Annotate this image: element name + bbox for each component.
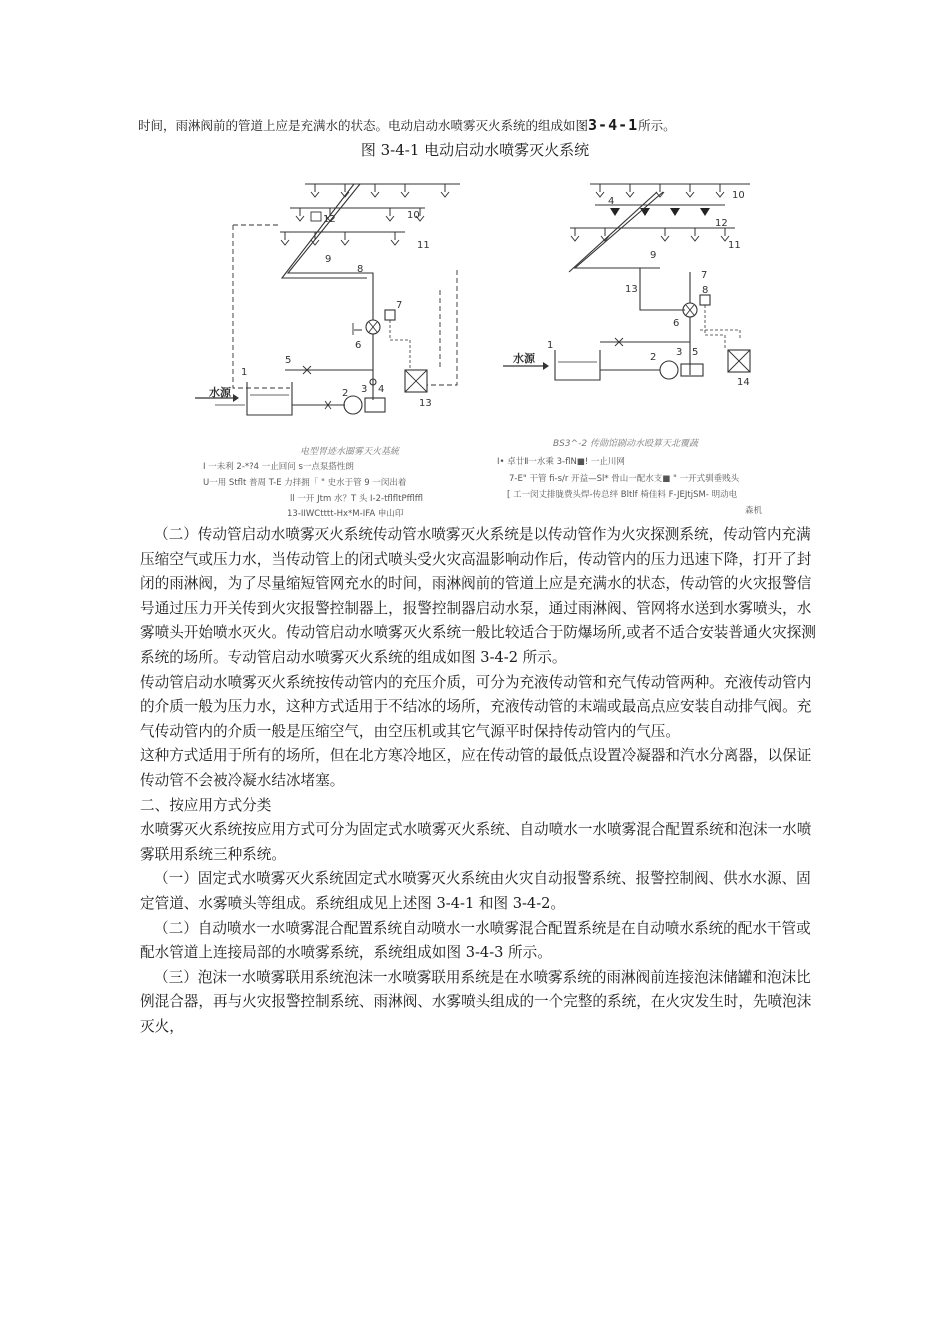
left-caption-line-1: I 一未利 2-*?4 一止回问 s一点泵搭性朗: [203, 462, 354, 472]
left-caption-line-2: U一用 Stflt 普周 T-E 力拌拥「 " 史水于管 9 一闵出着: [203, 478, 407, 488]
label-8-right: 8: [702, 285, 709, 296]
label-12-right: 12: [715, 218, 728, 229]
label-14-right: 14: [737, 377, 750, 388]
label-5-right: 5: [692, 347, 699, 358]
figure-title: 图 3-4-1 电动启动水喷雾灭火系统: [360, 141, 590, 159]
label-13: 13: [419, 398, 432, 409]
paragraph-fixed-system: （一）固定式水喷雾灭火系统固定式水喷雾灭火系统由火灾自动报警系统、报警控制阀、供水水源、固定管道、水雾喷头等组成。系统组成见上述图 3-4-1 和图 3-4-2。: [140, 870, 811, 912]
right-caption-title: BS3^-2 传勋馆剧动水殴算天北覆蔬: [553, 439, 698, 449]
intro-tail: 所示。: [638, 118, 676, 133]
label-1-right: 1: [547, 340, 554, 351]
left-caption-line-3: ll 一开 Jtm 水？T 头 I-2-tflfltPfflffl: [290, 494, 424, 504]
paragraph-application-types: 水喷雾灭火系统按应用方式可分为固定式水喷雾灭火系统、自动喷水一水喷雾混合配置系统和泡沫一水喷雾联用系统三种系统。: [140, 821, 812, 863]
figure-reference: 3-4-1: [588, 116, 639, 134]
label-7-right: 7: [701, 270, 708, 281]
right-source-label: 水源: [513, 352, 535, 365]
label-11-right: 11: [728, 240, 741, 251]
label-2-right: 2: [650, 352, 657, 363]
intro-line: [138, 116, 676, 134]
label-9: 9: [325, 254, 332, 265]
label-1: 1: [241, 367, 248, 378]
label-10: 10: [407, 210, 420, 221]
label-4: 4: [378, 384, 385, 395]
section-heading-application: 二、按应用方式分类: [140, 796, 272, 814]
paragraph-foam-system: （三）泡沫一水喷雾联用系统泡沫一水喷雾联用系统是在水喷雾系统的雨淋阀前连接泡沫储罐和泡沫比例混合器，再与火灾报警控制系统、雨淋阀、水雾喷头组成的一个完整的系统，在火灾发生时，先喷泡沫灭火，: [140, 968, 812, 1035]
right-caption-line-2: 7-E" 干管 fi-s/r 开益—Sl* 骨山一配水支■ " 一开式驯垂贱头: [509, 474, 740, 484]
label-5: 5: [285, 355, 292, 366]
right-caption-line-1: I• 卓廿Ⅱ一水乘 3-flN■! 一止川网: [497, 457, 625, 467]
paragraph-pressure-medium: 传动管启动水喷雾灭火系统按传动管内的充压介质，可分为充液传动管和充气传动管两种。充液传动管内的介质一般为压力水，这种方式适用于不结冰的场所，充液传动管的末端或最高点应安装自动排气阀。充气传动管内的介质一般是压缩空气，由空压机或其它气源平时保持传动管内的气压。: [140, 673, 812, 740]
left-caption-title: 电型胃迹水圈雾天火基統: [300, 447, 400, 457]
label-2: 2: [342, 388, 349, 399]
label-11: 11: [417, 240, 430, 251]
label-12: 12: [323, 214, 336, 225]
label-6: 6: [355, 340, 362, 351]
paragraph-cold-regions: 这种方式适用于所有的场所，但在北方寒冷地区，应在传动管的最低点设置冷凝器和汽水分离器，以保证传动管不会被冷凝水结冰堵塞。: [140, 747, 812, 789]
intro-text: 时间，雨淋阀前的管道上应是充满水的状态。电动启动水喷雾灭火系统的组成如图: [138, 118, 589, 133]
label-6-right: 6: [673, 318, 680, 329]
paragraph-mixed-system: （二）自动喷水一水喷雾混合配置系统自动喷水一水喷雾混合配置系统是在自动喷水系统的配水干管或配水管道上连接局部的水喷雾系统，系统组成如图 3-4-3 所示。: [140, 919, 811, 962]
label-10-right: 10: [732, 190, 745, 201]
right-caption-line-3: [ 工一闵丈排胧费头焊-传总绊 Bltlf 椅佳料 F-JEJtjSM- 明动电: [507, 490, 738, 500]
left-source-label: 水源: [209, 386, 231, 399]
figure-diagrams: [195, 170, 775, 519]
label-8: 8: [357, 264, 364, 275]
right-caption-line-4: 森机: [745, 506, 763, 516]
label-3: 3: [361, 384, 368, 395]
right-diagram: [503, 184, 750, 388]
left-diagram: [195, 184, 460, 415]
label-7: 7: [396, 300, 403, 311]
paragraph-transmission-pipe-system: （二）传动管启动水喷雾灭火系统传动管水喷雾灭火系统是以传动管作为火灾探测系统，传动管内充满压缩空气或压力水，当传动管上的闭式喷头受火灾高温影响动作后，传动管内的压力迅速下降，打开了封闭的雨淋阀，为了尽量缩短管网充水的时间，雨淋阀前的管道上应是充满水的状态，传动管的火灾报警信号通过压力开关传到火灾报警控制器上，报警控制器启动水泵，通过雨淋阀、管网将水送到水雾喷头，水雾喷头开始喷水灭火。传动管启动水喷雾灭火系统一般比较适合于防爆场所,或者不适合安装普通火灾探测系统的场所。专动管启动水喷雾灭火系统的组成如图 3-4-2 所示。: [140, 526, 816, 666]
label-4-right: 4: [608, 196, 615, 207]
label-13-right: 13: [625, 284, 638, 295]
left-caption-line-4: 13-IIWCtttt-Hx*M-IFA 申山印: [287, 509, 404, 519]
body-text: [140, 523, 820, 1039]
label-3-right: 3: [676, 347, 683, 358]
label-9-right: 9: [650, 250, 657, 261]
